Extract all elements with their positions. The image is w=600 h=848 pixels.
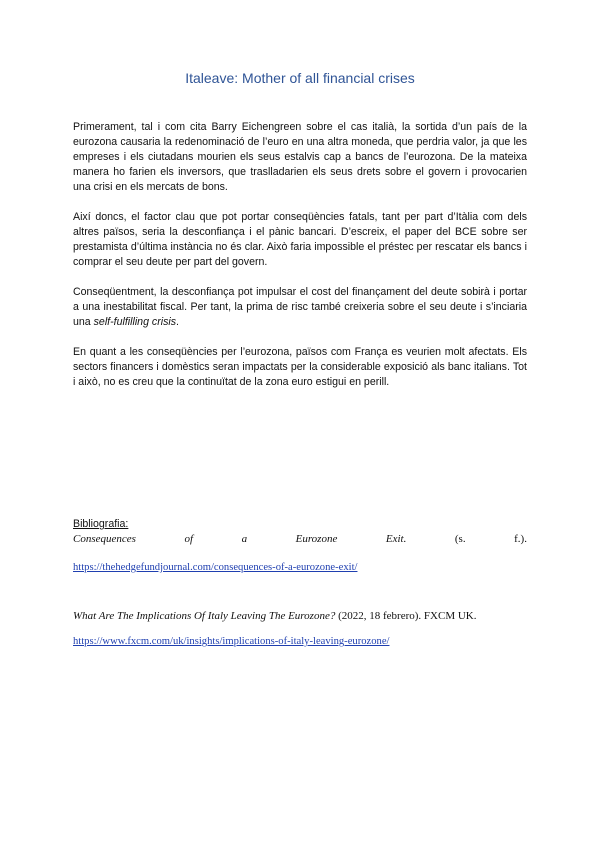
ref1-word-3: a <box>241 533 248 545</box>
ref1-word-5: Exit. <box>385 533 407 545</box>
paragraph-3 <box>73 285 527 330</box>
ref2-title: What Are The Implications Of Italy Leaving The Eurozone? <box>73 610 336 622</box>
ref1-word-4: Eurozone <box>295 533 338 545</box>
paragraph-3-end: . <box>176 316 179 328</box>
reference-2-link[interactable]: https://www.fxcm.com/uk/insights/implications-of-italy-leaving-eurozone/ <box>73 636 390 647</box>
ref1-date: (s. <box>454 533 466 545</box>
paragraph-1: Primerament, tal i com cita Barry Eichengreen sobre el cas italià, la sortida d’un país de la eurozona causaria la redenominació de l’euro en una altra moneda, que perdria valor, ja que les empreses i els ciutadans mourien els seus estalvis cap a bancs de l’eurozona. De la mateixa manera ho farien els inversors, que traslladarien els seus drets sobre el govern i provocarien una crisi en els mercats de bons. <box>73 121 527 193</box>
paragraph-3-text: Conseqüentment, la desconfiança pot impulsar el cost del finançament del deute sobirà i portar a una inestabilitat fiscal. Per tant, la prima de risc també creixeria sobre el seu deute i s’inciaria una <box>73 286 527 328</box>
paragraph-2: Així doncs, el factor clau que pot portar conseqüències fatals, tant per part d’Itàlia com dels altres països, seria la desconfiança i el pànic bancari. D’escreix, el paper del BCE sobre ser prestamista d’última instància no és clar. Això faria impossible el préstec per rescatar els bancs i comprar el seu deute per part del govern. <box>73 211 527 268</box>
body-text <box>73 120 527 405</box>
reference-1 <box>73 532 527 547</box>
bibliography-heading: Bibliografia: <box>73 518 129 530</box>
bibliography <box>73 517 527 649</box>
paragraph-3-italic: self-fulfilling crisis <box>93 316 177 328</box>
ref1-date-end: f.). <box>514 533 527 545</box>
page-title: Italeave: Mother of all financial crises <box>185 70 415 86</box>
ref2-rest: (2022, 18 febrero). FXCM UK. <box>335 610 477 622</box>
reference-1-link[interactable]: https://thehedgefundjournal.com/consequences-of-a-eurozone-exit/ <box>73 562 358 573</box>
ref1-word-2: of <box>184 533 194 545</box>
paragraph-4: En quant a les conseqüències per l’eurozona, països com França es veurien molt afectats. Els sectors financers i domèstics seran impactats per la considerable exposició als banc italians. Tot i això, no es creu que la continuïtat de la zona euro estigui en perill. <box>73 346 527 388</box>
ref1-word-1: Consequences <box>73 533 136 545</box>
reference-2 <box>73 609 527 624</box>
